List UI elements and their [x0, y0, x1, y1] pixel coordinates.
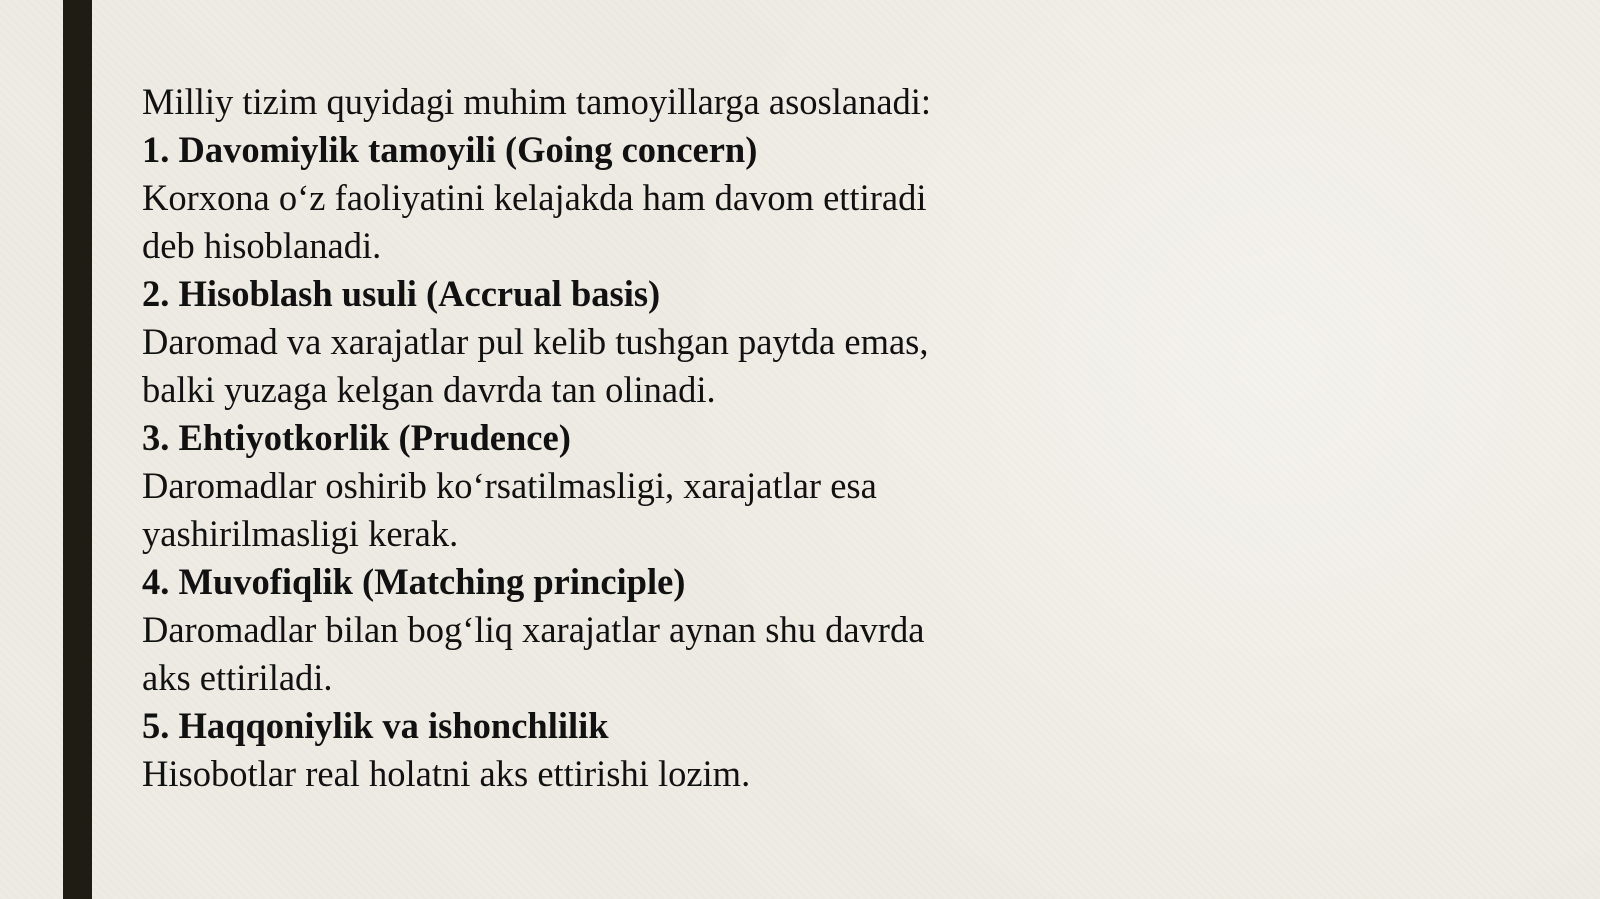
principle-description-4-line-2: aks ettiriladi.	[142, 657, 333, 698]
principle-description-2-line-2: balki yuzaga kelgan davrda tan olinadi.	[142, 369, 716, 410]
principle-description-2-line-1: Daromad va xarajatlar pul kelib tushgan paytda emas,	[142, 321, 929, 362]
principle-description-1-line-2: deb hisoblanadi.	[142, 225, 382, 266]
slide-body	[142, 78, 1042, 798]
principle-description-4-line-1: Daromadlar bilan bog‘liq xarajatlar aynan shu davrda	[142, 609, 925, 650]
principle-heading-2: 2. Hisoblash usuli (Accrual basis)	[142, 273, 661, 314]
intro-text: Milliy tizim quyidagi muhim tamoyillarga asoslanadi:	[142, 81, 932, 122]
principle-heading-5: 5. Haqqoniylik va ishonchlilik	[142, 705, 609, 746]
principle-description-3-line-2: yashirilmasligi kerak.	[142, 513, 459, 554]
principle-description-3-line-1: Daromadlar oshirib ko‘rsatilmasligi, xarajatlar esa	[142, 465, 877, 506]
principle-heading-3: 3. Ehtiyotkorlik (Prudence)	[142, 417, 571, 458]
slide-accent-bar	[63, 0, 92, 899]
principle-description-5-line-1: Hisobotlar real holatni aks ettirishi lozim.	[142, 753, 751, 794]
principle-description-1-line-1: Korxona o‘z faoliyatini kelajakda ham davom ettiradi	[142, 177, 927, 218]
principle-heading-1: 1. Davomiylik tamoyili (Going concern)	[142, 129, 758, 170]
principle-heading-4: 4. Muvofiqlik (Matching principle)	[142, 561, 686, 602]
